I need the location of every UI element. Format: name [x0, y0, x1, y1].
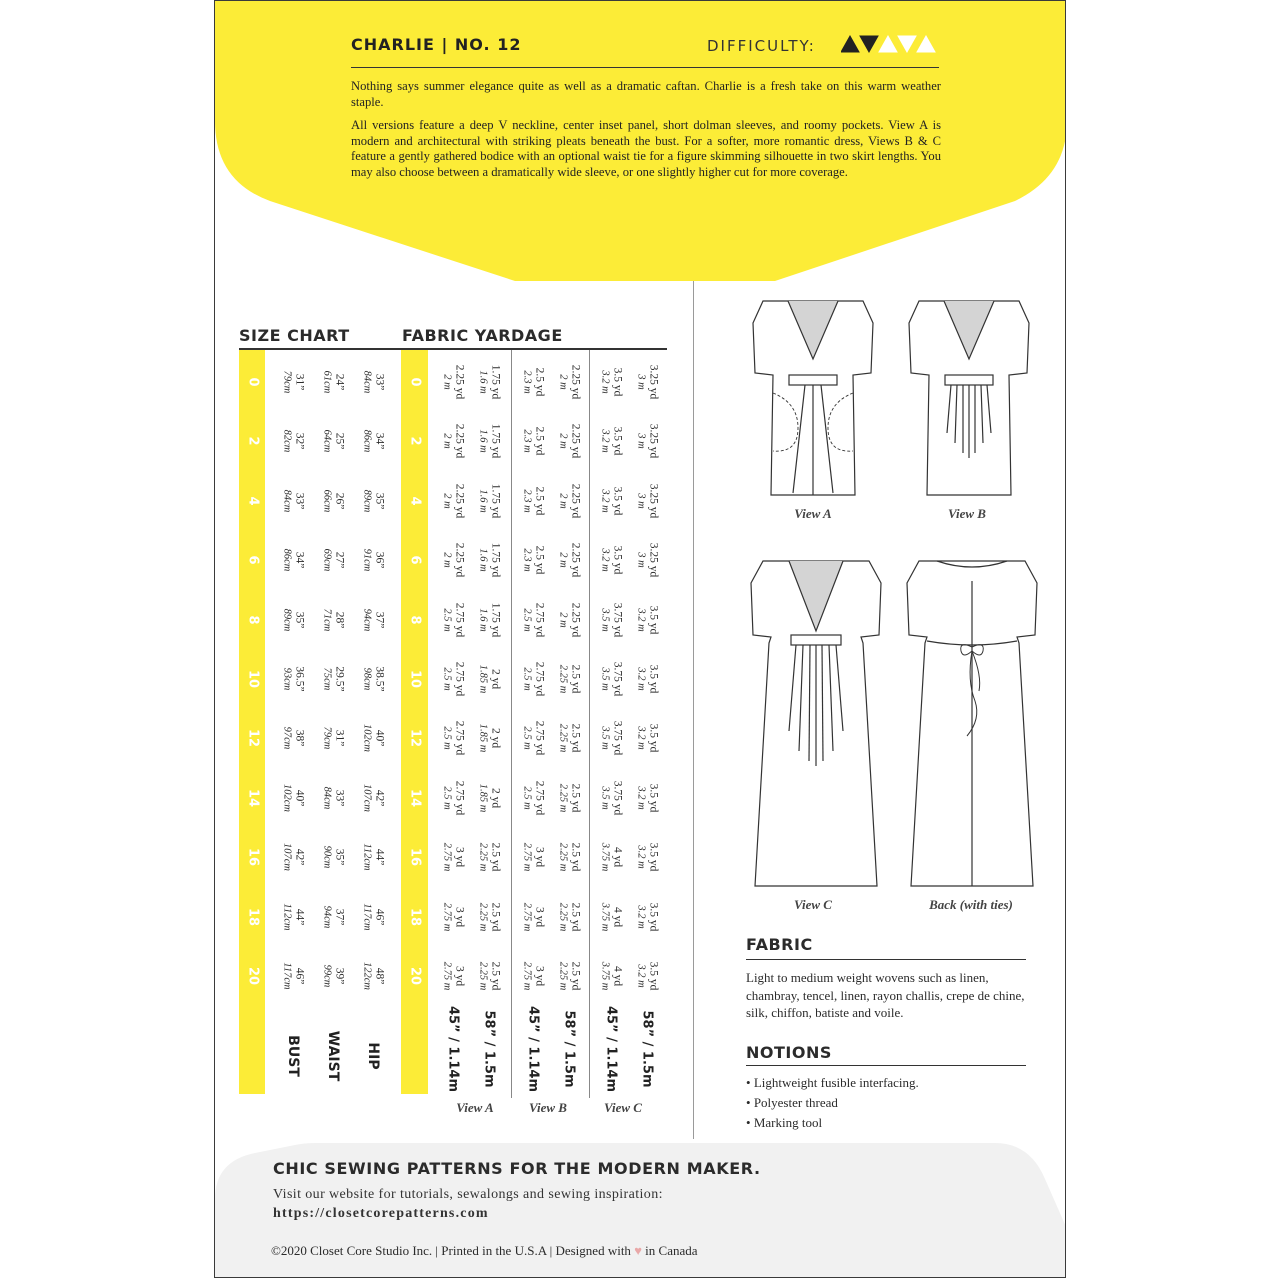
size-chart-cell: 39” 99cm: [321, 964, 346, 988]
size-chart-cell: 32” 82cm: [281, 430, 306, 453]
size-chart-cell: 26” 66cm: [321, 489, 346, 513]
size-chart-size-label: 14: [245, 788, 261, 807]
intro-text: [351, 79, 941, 188]
view-a-illustration: [743, 293, 883, 503]
yardage-size-label: 16: [407, 848, 423, 867]
yardage-width-label: 45” / 1.14m: [445, 1005, 461, 1093]
size-chart-cell: 36” 91cm: [361, 548, 386, 572]
size-chart-cell: 40” 102cm: [361, 724, 386, 753]
yardage-cell: 1.75 yd 1.6 m: [477, 364, 502, 400]
yardage-size-label: 8: [407, 615, 423, 625]
difficulty-rating: [841, 35, 941, 55]
difficulty-label: DIFFICULTY:: [707, 37, 816, 55]
size-chart-cell: 27” 69cm: [321, 548, 346, 572]
difficulty-triangles: [841, 36, 935, 52]
size-chart-cell: 28” 71cm: [321, 608, 346, 631]
size-chart-cell: 42” 107cm: [281, 843, 306, 872]
view-c-illustration: [741, 551, 891, 891]
yardage-cell: 3.5 yd 3.2 m: [635, 664, 660, 694]
size-chart-cell: 38.5” 98cm: [361, 666, 386, 692]
yardage-cell: 4 yd 3.75 m: [599, 842, 624, 872]
yardage-cell: 2.25 yd 2 m: [557, 364, 582, 400]
size-chart-cell: 34” 86cm: [281, 548, 306, 572]
size-chart-cell: 29.5” 75cm: [321, 666, 346, 692]
size-chart-size-label: 4: [245, 496, 261, 506]
yardage-cell: 2.25 yd 2 m: [557, 483, 582, 519]
difficulty-triangle-filled: [841, 36, 859, 52]
yardage-cell: 2.75 yd 2.5 m: [441, 661, 466, 697]
size-chart-size-label: 2: [245, 436, 261, 446]
size-chart-cell: 46” 117cm: [361, 902, 386, 931]
yardage-cell: 3.5 yd 3.2 m: [635, 783, 660, 813]
yardage-cell: 2.5 yd 2.25 m: [557, 783, 582, 813]
yardage-cell: 2.75 yd 2.5 m: [441, 780, 466, 816]
size-chart-cell: 33” 84cm: [361, 370, 386, 394]
yardage-cell: 3.5 yd 3.2 m: [599, 486, 624, 516]
view-divider-bc: [589, 350, 590, 1098]
yardage-cell: 3.25 yd 3 m: [635, 364, 660, 400]
yardage-size-label: 12: [407, 729, 423, 748]
size-chart-cell: 35” 89cm: [281, 608, 306, 631]
yardage-size-label: 18: [407, 907, 423, 926]
difficulty-triangle-empty: [879, 36, 897, 52]
yardage-cell: 2.5 yd 2.25 m: [557, 902, 582, 931]
size-chart-row-label: BUST: [285, 1035, 301, 1077]
yardage-width-label: 45” / 1.14m: [525, 1005, 541, 1093]
yardage-cell: 2.75 yd 2.5 m: [441, 721, 466, 756]
view-c-label: View C: [604, 1100, 642, 1115]
yardage-cell: 2 yd 1.85 m: [477, 724, 502, 753]
view-a-label: View A: [456, 1100, 494, 1115]
yardage-cell: 3.25 yd 3 m: [635, 542, 660, 578]
yardage-cell: 2.25 yd 2 m: [557, 602, 582, 637]
notions-item: • Lightweight fusible interfacing.: [746, 1073, 919, 1093]
size-chart-cell: 31” 79cm: [321, 727, 346, 750]
yardage-cell: 2.5 yd 2.3 m: [521, 367, 546, 397]
size-chart-size-label: 20: [245, 966, 261, 986]
header-rule: [351, 67, 939, 68]
yardage-cell: 3 yd 2.75 m: [441, 961, 466, 991]
yardage-cell: 4 yd 3.75 m: [599, 902, 624, 931]
size-chart-row-label: HIP: [365, 1042, 381, 1070]
yardage-size-label: 20: [407, 966, 423, 986]
size-chart-cell: 33” 84cm: [321, 786, 346, 810]
yardage-cell: 2.75 yd 2.5 m: [521, 721, 546, 756]
table-top-rule: [239, 348, 667, 350]
yardage-cell: 2.5 yd 2.25 m: [477, 842, 502, 872]
yardage-cell: 2.25 yd 2 m: [557, 424, 582, 459]
yardage-cell: 3.75 yd 3.5 m: [599, 721, 624, 756]
yardage-cell: 2.5 yd 2.25 m: [557, 724, 582, 753]
notions-item: • Polyester thread: [746, 1093, 919, 1113]
column-divider: [693, 281, 694, 1139]
size-chart-size-label: 6: [245, 555, 261, 565]
copyright-text-end: in Canada: [645, 1243, 698, 1258]
size-chart-size-label: 10: [245, 669, 261, 689]
illustration-label-view-c: View C: [794, 897, 832, 912]
size-chart-cell: 25” 64cm: [321, 430, 346, 453]
size-chart-cell: 40” 102cm: [281, 783, 306, 812]
size-chart-cell: 34” 86cm: [361, 430, 386, 453]
yardage-cell: 2.5 yd 2.3 m: [521, 486, 546, 516]
yardage-cell: 3.5 yd 3.2 m: [599, 545, 624, 575]
heart-icon: ♥: [634, 1243, 642, 1258]
view-b-illustration: [899, 293, 1039, 503]
size-chart-size-label: 0: [245, 377, 261, 387]
notions-list: [746, 1073, 919, 1133]
yardage-cell: 4 yd 3.75 m: [599, 961, 624, 991]
yardage-cell: 3 yd 2.75 m: [521, 961, 546, 991]
size-chart-cell: 44” 112cm: [361, 843, 386, 871]
size-chart-size-label: 18: [245, 907, 261, 926]
yardage-cell: 3.5 yd 3.2 m: [635, 842, 660, 872]
size-chart-row-label: WAIST: [325, 1030, 341, 1082]
yardage-cell: 2.75 yd 2.5 m: [521, 780, 546, 816]
copyright-line: [271, 1243, 698, 1259]
intro-paragraph-2: All versions feature a deep V neckline, center inset panel, short dolman sleeves, and roomy pockets. View A is modern and architectural with striking pleats beneath the bust. For a softer, more romantic dress, Views B & C feature a gently gathered bodice with an optional waist tie for a figure skimming silhouette in two skirt lengths. You may also choose between a dramatically wide sleeve, or one slightly higher cut for more coverage.: [351, 118, 941, 179]
size-chart-cell: 36.5” 93cm: [281, 666, 306, 692]
yardage-cell: 2.5 yd 2.25 m: [557, 842, 582, 872]
yardage-width-label: 58” / 1.5m: [481, 1010, 497, 1088]
notions-title: NOTIONS: [746, 1043, 832, 1062]
yardage-cell: 3.25 yd 3 m: [635, 424, 660, 459]
yardage-cell: 3.75 yd 3.5 m: [599, 661, 624, 697]
yardage-cell: 2.25 yd 2 m: [557, 542, 582, 578]
yardage-cell: 3.75 yd 3.5 m: [599, 780, 624, 816]
illustration-label-back: Back (with ties): [929, 897, 1013, 912]
yardage-cell: 1.75 yd 1.6 m: [477, 483, 502, 519]
size-chart-cell: 35” 90cm: [321, 845, 346, 869]
yardage-width-label: 58” / 1.5m: [639, 1010, 655, 1088]
yardage-cell: 1.75 yd 1.6 m: [477, 542, 502, 578]
size-chart-size-label: 12: [245, 729, 261, 748]
size-chart-cell: 48” 122cm: [361, 962, 386, 990]
size-chart-cell: 42” 107cm: [361, 783, 386, 812]
size-chart-cell: 37” 94cm: [361, 608, 386, 631]
yardage-cell: 2 yd 1.85 m: [477, 783, 502, 813]
yardage-size-label: 4: [407, 496, 423, 506]
yardage-cell: 2.25 yd 2 m: [441, 364, 466, 400]
yardage-size-label: 10: [407, 669, 423, 689]
view-divider-ab: [511, 350, 512, 1098]
yardage-size-label: 6: [407, 555, 423, 565]
copyright-text: ©2020 Closet Core Studio Inc. | Printed in the U.S.A | Designed with: [271, 1243, 631, 1258]
yardage-size-label: 0: [407, 377, 423, 387]
yardage-cell: 2.25 yd 2 m: [441, 424, 466, 459]
pattern-title: CHARLIE | NO. 12: [351, 35, 522, 54]
size-chart-title: SIZE CHART: [239, 326, 350, 345]
yardage-cell: 2.5 yd 2.25 m: [477, 902, 502, 931]
yardage-cell: 3 yd 2.75 m: [521, 902, 546, 931]
yardage-cell: 1.75 yd 1.6 m: [477, 424, 502, 459]
difficulty-triangle-empty: [917, 36, 935, 52]
yardage-cell: 2.5 yd 2.25 m: [557, 961, 582, 991]
size-chart-cell: 44” 112cm: [281, 902, 306, 931]
yardage-cell: 2.75 yd 2.5 m: [521, 661, 546, 697]
size-chart-cell: 38” 97cm: [281, 727, 306, 750]
yardage-cell: 2.5 yd 2.3 m: [521, 545, 546, 575]
footer-tagline: CHIC SEWING PATTERNS FOR THE MODERN MAKER.: [273, 1159, 761, 1178]
size-chart-cell: 31” 79cm: [281, 370, 306, 394]
yardage-cell: 3.5 yd 3.2 m: [635, 605, 660, 634]
size-chart-cell: 33” 84cm: [281, 489, 306, 513]
view-b-label: View B: [529, 1100, 567, 1115]
fabric-description: Light to medium weight wovens such as linen, chambray, tencel, linen, rayon challis, crepe de chine, silk, chiffon, batiste and voile.: [746, 970, 1025, 1020]
yardage-cell: 3.5 yd 3.2 m: [599, 427, 624, 456]
size-chart-size-label: 16: [245, 848, 261, 867]
size-chart-size-label: 8: [245, 615, 261, 625]
intro-paragraph-1: Nothing says summer elegance quite as well as a dramatic caftan. Charlie is a fresh take on this warm weather staple.: [351, 79, 941, 109]
yardage-cell: 3.5 yd 3.2 m: [635, 724, 660, 753]
notions-item: • Marking tool: [746, 1113, 919, 1133]
illustration-label-view-a: View A: [794, 506, 832, 521]
fabric-yardage-title: FABRIC YARDAGE: [402, 326, 563, 345]
back-illustration: [897, 551, 1047, 891]
illustration-label-view-b: View B: [948, 506, 986, 521]
size-chart-cell: 37” 94cm: [321, 905, 346, 928]
pattern-back-cover: [214, 0, 1066, 1278]
size-chart-cell: 35” 89cm: [361, 489, 386, 513]
yardage-cell: 1.75 yd 1.6 m: [477, 602, 502, 637]
yardage-cell: 3 yd 2.75 m: [441, 842, 466, 872]
yardage-cell: 2.5 yd 2.3 m: [521, 427, 546, 456]
yardage-cell: 2.25 yd 2 m: [441, 483, 466, 519]
yardage-cell: 2 yd 1.85 m: [477, 664, 502, 694]
yardage-size-label: 2: [407, 436, 423, 446]
yardage-width-label: 45” / 1.14m: [603, 1005, 619, 1093]
size-chart-cell: 46” 117cm: [281, 962, 306, 990]
difficulty-triangle-empty: [898, 36, 916, 52]
yardage-size-label: 14: [407, 788, 423, 807]
yardage-cell: 3.75 yd 3.5 m: [599, 602, 624, 637]
yardage-cell: 3.5 yd 3.2 m: [635, 961, 660, 991]
size-chart-cell: 24” 61cm: [321, 370, 346, 394]
footer-website-link[interactable]: https://closetcorepatterns.com: [273, 1206, 489, 1221]
yardage-cell: 2.75 yd 2.5 m: [521, 602, 546, 637]
yardage-cell: 3.5 yd 3.2 m: [599, 367, 624, 397]
footer-visit-text: Visit our website for tutorials, sewalongs and sewing inspiration:: [273, 1187, 663, 1202]
yardage-cell: 2.5 yd 2.25 m: [477, 961, 502, 991]
yardage-cell: 3 yd 2.75 m: [441, 902, 466, 931]
yardage-cell: 2.5 yd 2.25 m: [557, 664, 582, 694]
yardage-cell: 2.25 yd 2 m: [441, 542, 466, 578]
yardage-cell: 3 yd 2.75 m: [521, 842, 546, 872]
yardage-cell: 3.5 yd 3.2 m: [635, 902, 660, 931]
fabric-title: FABRIC: [746, 935, 813, 954]
fabric-rule: [746, 959, 1026, 960]
difficulty-triangle-filled: [860, 36, 878, 52]
yardage-cell: 2.75 yd 2.5 m: [441, 602, 466, 637]
notions-rule: [746, 1065, 1026, 1066]
yardage-width-label: 58” / 1.5m: [561, 1010, 577, 1088]
yardage-cell: 3.25 yd 3 m: [635, 483, 660, 519]
